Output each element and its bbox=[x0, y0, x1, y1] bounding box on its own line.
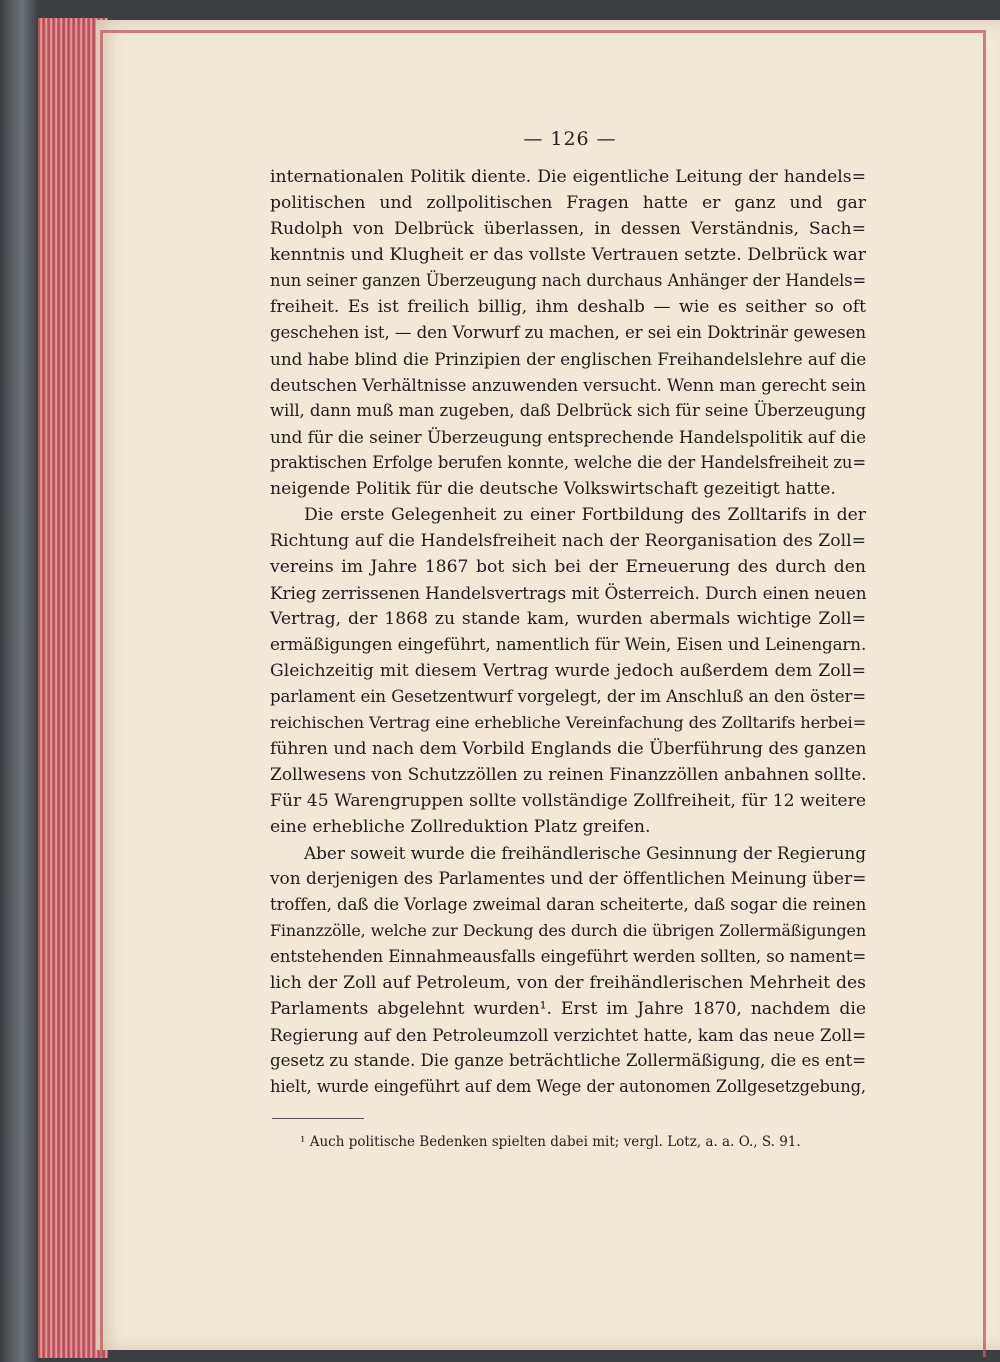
text-line: Parlaments abgelehnt wurden¹. Erst im Jahre 1870, nachdem die bbox=[270, 999, 866, 1019]
text-line: parlament ein Gesetzentwurf vorgelegt, der im Anschluß an den öster= bbox=[270, 687, 866, 706]
text-line: deutschen Verhältnisse anzuwenden versucht. Wenn man gerecht sein bbox=[270, 375, 866, 395]
text-line: eine erhebliche Zollreduktion Platz greifen. bbox=[270, 817, 651, 837]
text-line: politischen und zollpolitischen Fragen hatte er ganz und gar bbox=[270, 193, 866, 213]
text-line: lich der Zoll auf Petroleum, von der freihändlerischen Mehrheit des bbox=[270, 973, 866, 993]
text-line: Die erste Gelegenheit zu einer Fortbildung des Zolltarifs in der bbox=[304, 505, 866, 525]
footnote: ¹ Auch politische Bedenken spielten dabei mit; vergl. Lotz, a. a. O., S. 91. bbox=[300, 1134, 801, 1150]
text-line: nun seiner ganzen Überzeugung nach durchaus Anhänger der Handels= bbox=[270, 271, 866, 290]
text-line: und habe blind die Prinzipien der englischen Freihandelslehre auf die bbox=[270, 349, 867, 369]
text-line: internationalen Politik diente. Die eigentliche Leitung der handels= bbox=[270, 167, 866, 187]
text-line: geschehen ist, — den Vorwurf zu machen, er sei ein Doktrinär gewesen bbox=[270, 323, 866, 342]
text-line: hielt, wurde eingeführt auf dem Wege der autonomen Zollgesetzgebung, bbox=[270, 1077, 866, 1096]
text-line: vereins im Jahre 1867 bot sich bei der Erneuerung des durch den bbox=[270, 557, 866, 577]
body-text bbox=[270, 164, 866, 1100]
text-line: praktischen Erfolge berufen konnte, welche die der Handelsfreiheit zu= bbox=[270, 453, 866, 472]
text-line: Rudolph von Delbrück überlassen, in dessen Verständnis, Sach= bbox=[270, 219, 866, 239]
text-line: führen und nach dem Vorbild Englands die Überführung des ganzen bbox=[270, 739, 867, 759]
text-line: kenntnis und Klugheit er das vollste Vertrauen setzte. Delbrück war bbox=[270, 245, 866, 265]
text-line: Für 45 Warengruppen sollte vollständige Zollfreiheit, für 12 weitere bbox=[270, 791, 866, 811]
text-line: Richtung auf die Handelsfreiheit nach der Reorganisation des Zoll= bbox=[270, 531, 866, 551]
text-line: troffen, daß die Vorlage zweimal daran scheiterte, daß sogar die reinen bbox=[270, 895, 867, 914]
text-line: Zollwesens von Schutzzöllen zu reinen Finanzzöllen anbahnen sollte. bbox=[270, 765, 867, 785]
text-line: Regierung auf den Petroleumzoll verzichtet hatte, kam das neue Zoll= bbox=[270, 1025, 867, 1045]
footnote-rule bbox=[272, 1118, 364, 1119]
text-line: von derjenigen des Parlamentes und der öffentlichen Meinung über= bbox=[270, 869, 867, 889]
text-line: gesetz zu stande. Die ganze beträchtliche Zollermäßigung, die es ent= bbox=[270, 1051, 866, 1070]
text-line: Gleichzeitig mit diesem Vertrag wurde jedoch außerdem dem Zoll= bbox=[270, 661, 866, 681]
text-line: Finanzzölle, welche zur Deckung des durch die übrigen Zollermäßigungen bbox=[270, 921, 866, 940]
text-line: und für die seiner Überzeugung entsprechende Handelspolitik auf die bbox=[270, 427, 866, 447]
text-line: freiheit. Es ist freilich billig, ihm deshalb — wie es seither so oft bbox=[270, 297, 866, 317]
text-line: Vertrag, der 1868 zu stande kam, wurden abermals wichtige Zoll= bbox=[270, 609, 866, 629]
page-number: — 126 — bbox=[523, 128, 617, 150]
text-line: neigende Politik für die deutsche Volkswirtschaft gezeitigt hatte. bbox=[270, 479, 836, 499]
text-line: Aber soweit wurde die freihändlerische Gesinnung der Regierung bbox=[304, 843, 866, 863]
text-line: will, dann muß man zugeben, daß Delbrück sich für seine Überzeugung bbox=[270, 401, 866, 420]
text-line: ermäßigungen eingeführt, namentlich für Wein, Eisen und Leinengarn. bbox=[270, 635, 867, 654]
text-line: reichischen Vertrag eine erhebliche Vereinfachung des Zolltarifs herbei= bbox=[270, 713, 867, 732]
text-line: Krieg zerrissenen Handelsvertrags mit Österreich. Durch einen neuen bbox=[270, 583, 867, 603]
text-line: entstehenden Einnahmeausfalls eingeführt werden sollten, so nament= bbox=[270, 947, 867, 966]
